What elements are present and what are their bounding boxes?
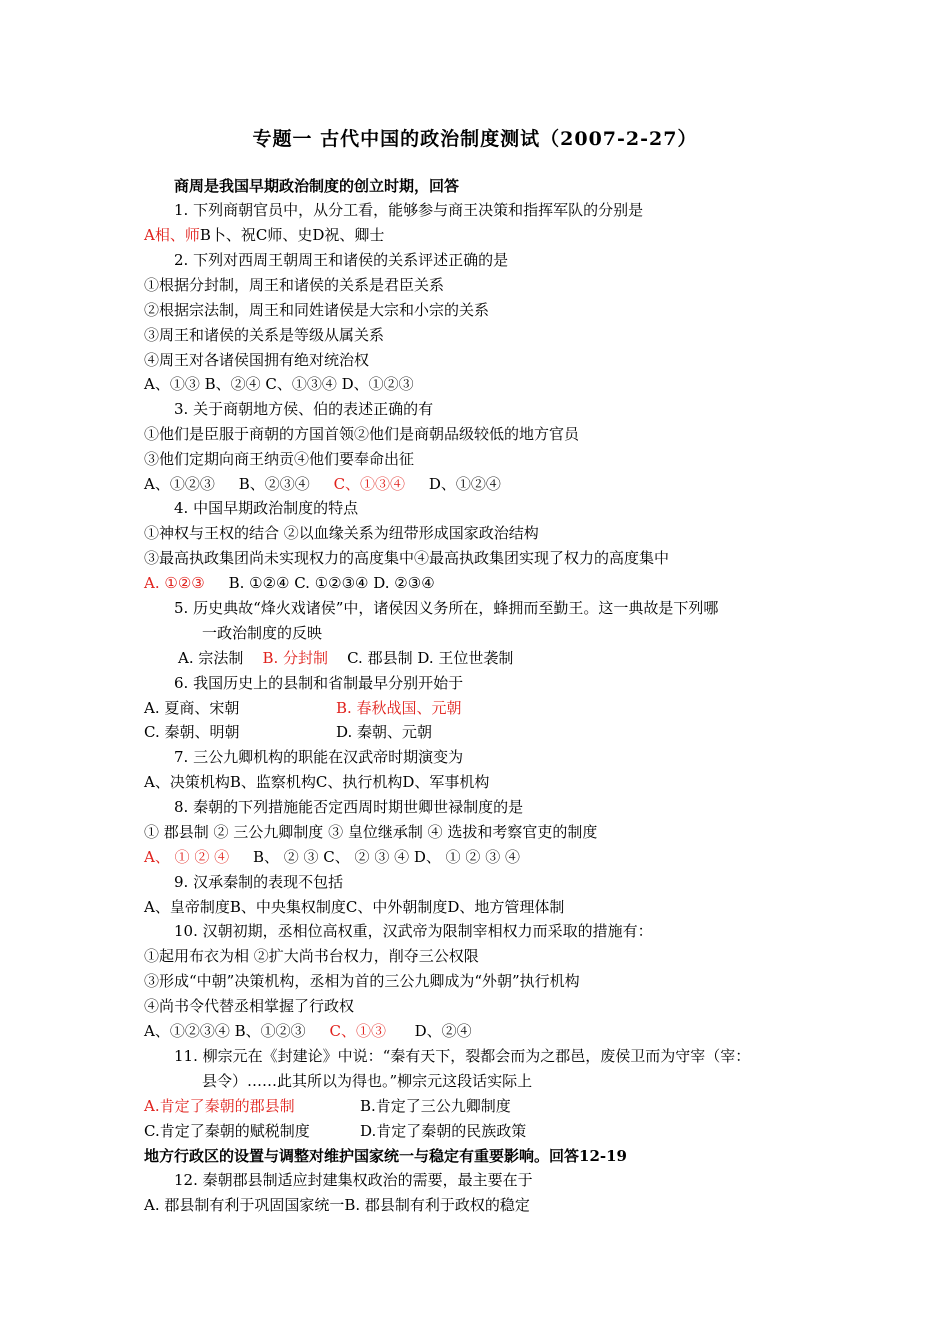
answer-highlight: A相、师 <box>144 226 200 244</box>
choice-line: A、 ① ② ④ B、 ② ③ C、 ② ③ ④ D、 ① ② ③ ④ <box>144 848 520 866</box>
answer-highlight: A、 ① ② ④ <box>144 848 230 866</box>
question-5-cont: 一政治制度的反映 <box>202 624 323 642</box>
choice-line: A. 宗法制 B. 分封制 C. 郡县制 D. 王位世袭制 <box>178 649 514 667</box>
question-1: 1. 下列商朝官员中，从分工看，能够参与商王决策和指挥军队的分别是 <box>174 201 644 219</box>
option-line: ③形成“中朝”决策机构，丞相为首的三公九卿成为“外朝”执行机构 <box>144 972 580 990</box>
option-line: ①根据分封制，周王和诸侯的关系是君臣关系 <box>144 276 445 294</box>
choice-c: C.肯定了秦朝的赋税制度 <box>144 1122 310 1140</box>
question-9: 9. 汉承秦制的表现不包括 <box>174 873 344 891</box>
section-heading: 地方行政区的设置与调整对维护国家统一与稳定有重要影响。回答12-19 <box>144 1147 627 1165</box>
option-line: ③最高执政集团尚未实现权力的高度集中④最高执政集团实现了权力的高度集中 <box>144 549 670 567</box>
answer-highlight: C、①③ <box>329 1022 386 1040</box>
question-6: 6. 我国历史上的县制和省制最早分别开始于 <box>174 674 464 692</box>
choice-line: A、决策机构B、监察机构C、执行机构D、军事机构 <box>144 773 490 791</box>
option-line: ③周王和诸侯的关系是等级从属关系 <box>144 326 385 344</box>
option-line: ①他们是臣服于商朝的方国首领②他们是商朝品级较低的地方官员 <box>144 425 580 443</box>
choice-d: D.肯定了秦朝的民族政策 <box>360 1122 527 1140</box>
answer-highlight: C、①③④ <box>333 475 406 493</box>
choice-line: A、①②③④ B、①②③ C、①③ D、②④ <box>144 1022 472 1040</box>
question-7: 7. 三公九卿机构的职能在汉武帝时期演变为 <box>174 748 464 766</box>
option-line: ③他们定期向商王纳贡④他们要奉命出征 <box>144 450 415 468</box>
question-8: 8. 秦朝的下列措施能否定西周时期世卿世禄制度的是 <box>174 798 524 816</box>
question-11: 11. 柳宗元在《封建论》中说：“秦有天下，裂都会而为之郡邑，废侯卫而为守宰（宰： <box>174 1047 751 1065</box>
choice-line: A. 郡县制有利于巩固国家统一B. 郡县制有利于政权的稳定 <box>144 1196 530 1214</box>
question-2: 2. 下列对西周王朝周王和诸侯的关系评述正确的是 <box>174 251 509 269</box>
question-1-options: A相、师B卜、祝C师、史D祝、卿士 <box>144 226 385 244</box>
question-10: 10. 汉朝初期，丞相位高权重，汉武帝为限制宰相权力而采取的措施有： <box>174 922 653 940</box>
question-5: 5. 历史典故“烽火戏诸侯”中，诸侯因义务所在，蜂拥而至勤王。这一典故是下列哪 <box>174 599 719 617</box>
option-line: ②根据宗法制，周王和同姓诸侯是大宗和小宗的关系 <box>144 301 490 319</box>
choice-d: D. 秦朝、元朝 <box>336 723 433 741</box>
page-title: 专题一 古代中国的政治制度测试（2007-2-27） <box>252 128 698 150</box>
answer-highlight: B. 分封制 <box>262 649 329 667</box>
option-line: ④尚书令代替丞相掌握了行政权 <box>144 997 355 1015</box>
choice-line: A. ①②③ B. ①②④ C. ①②③④ D. ②③④ <box>144 574 435 592</box>
choice-a: A. 夏商、宋朝 <box>144 699 240 717</box>
option-line: ①神权与王权的结合 ②以血缘关系为纽带形成国家政治结构 <box>144 524 539 542</box>
question-4: 4. 中国早期政治制度的特点 <box>174 499 359 517</box>
question-11-cont: 县令）……此其所以为得也。”柳宗元这段话实际上 <box>202 1072 533 1090</box>
answer-highlight: A. ①②③ <box>144 574 205 592</box>
section-heading: 商周是我国早期政治制度的创立时期，回答 <box>174 177 460 195</box>
question-12: 12. 秦朝郡县制适应封建集权政治的需要，最主要在于 <box>174 1171 533 1189</box>
choice-line: A、①②③ B、②③④ C、①③④ D、①②④ <box>144 475 501 493</box>
answer-highlight: A.肯定了秦朝的郡县制 <box>144 1097 295 1115</box>
question-3: 3. 关于商朝地方侯、伯的表述正确的有 <box>174 400 434 418</box>
choice-b: B.肯定了三公九卿制度 <box>360 1097 511 1115</box>
choice-c: C. 秦朝、明朝 <box>144 723 240 741</box>
answer-highlight: B. 春秋战国、元朝 <box>336 699 462 717</box>
choice-line: A、①③ B、②④ C、①③④ D、①②③ <box>144 375 414 393</box>
option-line: ① 郡县制 ② 三公九卿制度 ③ 皇位继承制 ④ 选拔和考察官吏的制度 <box>144 823 598 841</box>
choice-line: A、皇帝制度B、中央集权制度C、中外朝制度D、地方管理体制 <box>144 898 565 916</box>
option-line: ④周王对各诸侯国拥有绝对统治权 <box>144 351 370 369</box>
option-line: ①起用布衣为相 ②扩大尚书台权力，削夺三公权限 <box>144 947 479 965</box>
